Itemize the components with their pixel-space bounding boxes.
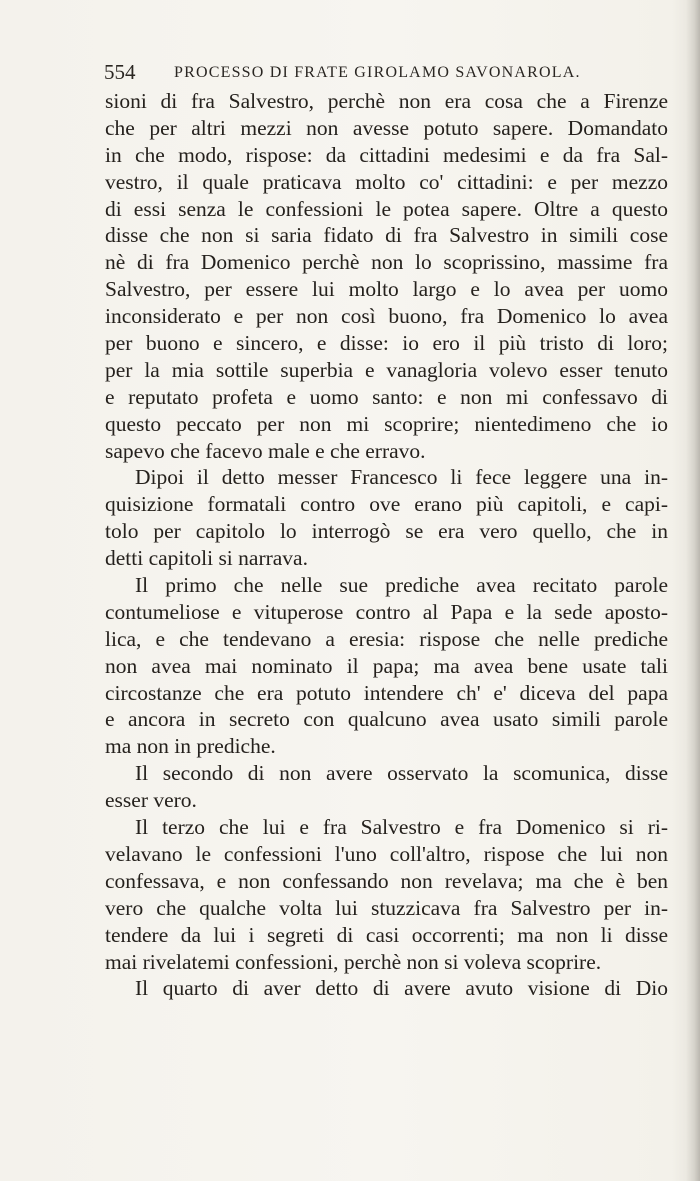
text-line: vestro, il quale praticava molto co' cittadini: e per mezzo — [105, 169, 668, 194]
text-line: Il secondo di non avere osservato la scomunica, disse — [135, 761, 668, 786]
text-line: che per altri mezzi non avesse potuto sapere. Domandato — [105, 115, 668, 140]
text-line: tendere da lui i segreti di casi occorrenti; ma non li disse — [105, 922, 668, 947]
text-line: ma non in prediche. — [105, 734, 276, 759]
text-line: e reputato profeta e uomo santo: e non mi confessavo di — [105, 384, 668, 409]
text-line: in che modo, rispose: da cittadini medesimi e da fra Sal- — [105, 142, 668, 167]
text-line: Il primo che nelle sue prediche avea recitato parole — [135, 573, 668, 598]
text-line: confessava, e non confessando non revelava; ma che è ben — [105, 868, 668, 893]
text-line: Salvestro, per essere lui molto largo e lo avea per uomo — [105, 277, 668, 302]
text-line: velavano le confessioni l'uno coll'altro, rispose che lui non — [105, 841, 668, 866]
running-title: PROCESSO DI FRATE GIROLAMO SAVONAROLA. — [174, 64, 581, 81]
page-edge-shadow — [686, 0, 700, 1181]
text-line: inconsiderato e per non così buono, fra Domenico lo avea — [105, 304, 668, 329]
text-line: Dipoi il detto messer Francesco li fece leggere una in- — [135, 465, 668, 490]
text-line: nè di fra Domenico perchè non lo scoprissino, massime fra — [105, 250, 668, 275]
text-line: esser vero. — [105, 788, 197, 813]
text-line: mai rivelatemi confessioni, perchè non si voleva scoprire. — [105, 949, 602, 974]
text-line: non avea mai nominato il papa; ma avea bene usate tali — [105, 653, 668, 678]
text-line: tolo per capitolo lo interrogò se era vero quello, che in — [105, 519, 668, 544]
text-line: circostanze che era potuto intendere ch' e' diceva del papa — [105, 680, 668, 705]
text-line: di essi senza le confessioni le potea sapere. Oltre a questo — [105, 196, 668, 221]
text-line: Il quarto di aver detto di avere avuto visione di Dio — [135, 976, 668, 1001]
text-line: disse che non si saria fidato di fra Salvestro in simili cose — [105, 223, 668, 248]
text-line: lica, e che tendevano a eresia: rispose che nelle prediche — [105, 626, 668, 651]
page-header — [104, 58, 616, 86]
text-line: vero che qualche volta lui stuzzicava fra Salvestro per in- — [105, 895, 668, 920]
text-line: contumeliose e vituperose contro al Papa e la sede aposto- — [105, 599, 668, 624]
text-line: sioni di fra Salvestro, perchè non era cosa che a Firenze — [105, 89, 668, 113]
text-line: detti capitoli si narrava. — [105, 546, 308, 571]
text-line: quisizione formatali contro ove erano più capitoli, e capi- — [105, 492, 668, 517]
text-line: e ancora in secreto con qualcuno avea usato simili parole — [105, 707, 668, 732]
body-text — [105, 88, 668, 1002]
text-line: questo peccato per non mi scoprire; nientedimeno che io — [105, 411, 668, 436]
text-line: Il terzo che lui e fra Salvestro e fra Domenico si ri- — [135, 815, 668, 840]
text-line: per buono e sincero, e disse: io ero il più tristo di loro; — [105, 331, 668, 356]
page-number: 554 — [104, 60, 136, 84]
text-line: sapevo che facevo male e che erravo. — [105, 438, 426, 463]
text-line: per la mia sottile superbia e vanagloria volevo esser tenuto — [105, 357, 668, 382]
